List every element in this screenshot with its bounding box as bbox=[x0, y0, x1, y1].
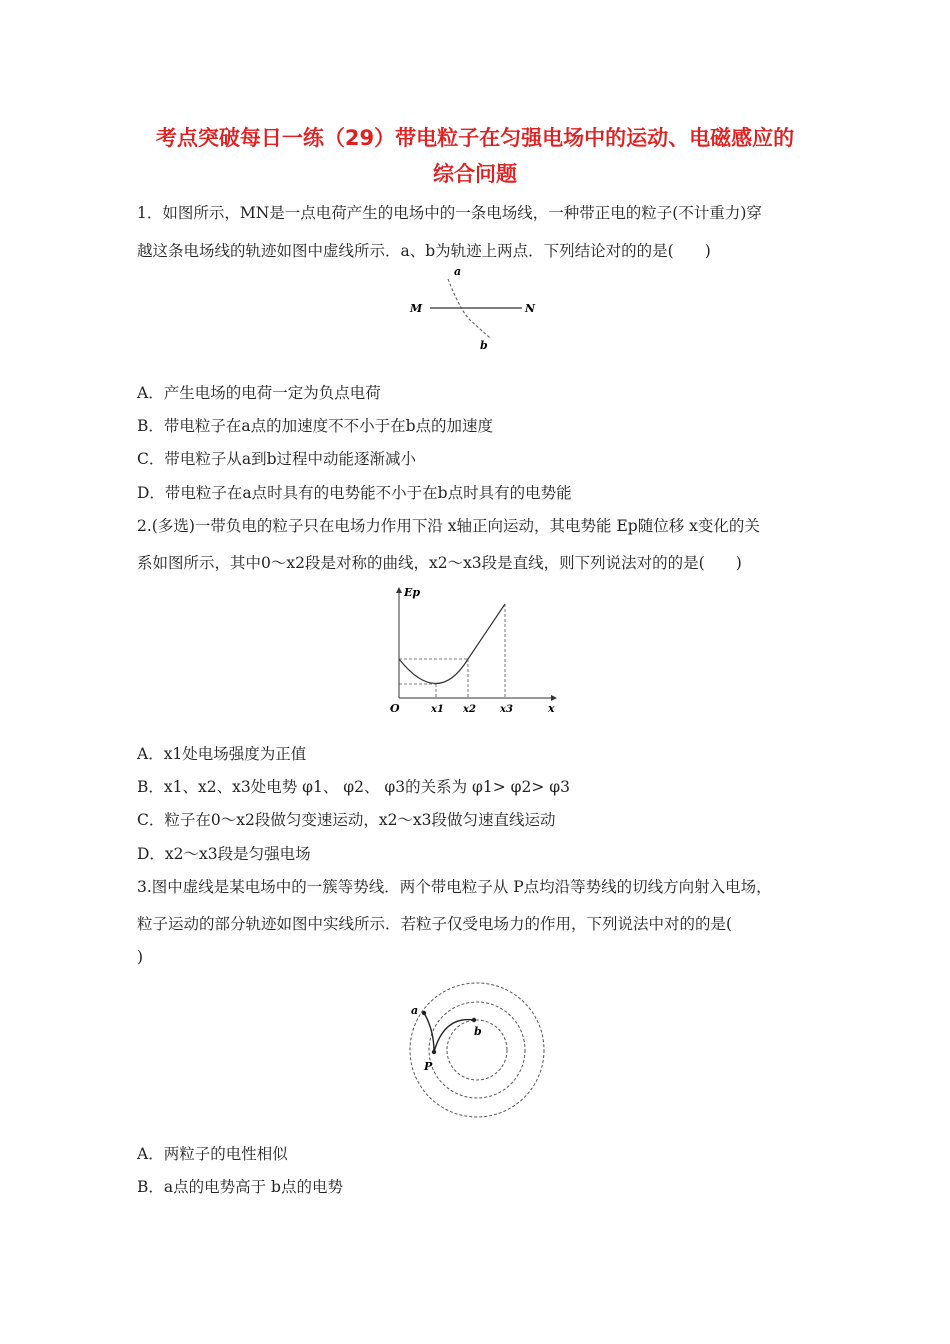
q3-equipotential-figure bbox=[400, 980, 560, 1120]
point-p-dot bbox=[432, 1050, 436, 1054]
document-title-line2: 综合问题 bbox=[433, 162, 517, 186]
label-n: N bbox=[525, 302, 536, 315]
label-b: b bbox=[474, 1025, 482, 1038]
q1-option-d: D．带电粒子在a点时具有的电势能不小于在b点时具有的电势能 bbox=[137, 484, 572, 502]
q1-option-c: C．带电粒子从a到b过程中动能逐渐减小 bbox=[137, 450, 417, 468]
document-title-line1: 考点突破每日一练（29）带电粒子在匀强电场中的运动、电磁感应的 bbox=[155, 126, 795, 150]
label-x: x bbox=[548, 702, 555, 715]
q3-text-line2: 粒子运动的部分轨迹如图中实线所示．若粒子仅受电场力的作用，下列说法中对的的是( bbox=[137, 915, 733, 933]
q2-text-line2: 系如图所示，其中0～x2段是对称的曲线，x2～x3段是直线，则下列说法对的的是( ) bbox=[137, 554, 742, 572]
trajectory-to-a bbox=[424, 1013, 434, 1052]
label-a: a bbox=[454, 265, 462, 278]
q3-option-b: B．a点的电势高于 b点的电势 bbox=[137, 1178, 343, 1196]
trajectory-to-b bbox=[434, 1020, 474, 1052]
q1-option-a: A．产生电场的电荷一定为负点电荷 bbox=[137, 384, 381, 402]
q3-text-line1: 3.图中虚线是某电场中的一簇等势线．两个带电粒子从 P点均沿等势线的切线方向射入电场， bbox=[137, 878, 772, 896]
q2-option-c: C．粒子在0～x2段做匀变速运动，x2～x3段做匀速直线运动 bbox=[137, 811, 556, 829]
q2-option-b: B．x1、x2、x3处电势 φ1、 φ2、 φ3的关系为 φ1> φ2> φ3 bbox=[137, 778, 571, 796]
label-p: P bbox=[424, 1060, 433, 1073]
label-x1: x1 bbox=[431, 704, 444, 715]
label-a: a bbox=[411, 1004, 419, 1017]
label-origin: O bbox=[390, 702, 400, 715]
q1-text-line1: 1．如图所示，MN是一点电荷产生的电场中的一条电场线，一种带正电的粒子(不计重力)穿 bbox=[137, 204, 762, 222]
q1-field-line-figure bbox=[400, 265, 550, 355]
equipotential-outer bbox=[410, 983, 544, 1117]
point-b-dot bbox=[472, 1018, 476, 1022]
label-ep: Ep bbox=[404, 586, 421, 599]
q2-text-line1: 2.(多选)一带负电的粒子只在电场力作用下沿 x轴正向运动，其电势能 Ep随位移 x变化的关 bbox=[137, 517, 760, 535]
q2-option-d: D．x2～x3段是匀强电场 bbox=[137, 845, 311, 863]
q3-option-a: A．两粒子的电性相似 bbox=[137, 1145, 288, 1163]
label-x3: x3 bbox=[500, 704, 513, 715]
q2-option-a: A．x1处电场强度为正值 bbox=[137, 745, 307, 763]
label-m: M bbox=[410, 302, 423, 315]
ep-curve bbox=[399, 604, 505, 684]
equipotential-middle bbox=[429, 1002, 525, 1098]
q1-option-b: B．带电粒子在a点的加速度不不小于在b点的加速度 bbox=[137, 417, 494, 435]
label-b: b bbox=[480, 339, 488, 352]
q2-potential-energy-graph bbox=[388, 580, 568, 720]
q3-text-line3: ) bbox=[137, 948, 144, 966]
label-x2: x2 bbox=[463, 704, 476, 715]
point-a-dot bbox=[422, 1011, 426, 1015]
q1-text-line2: 越这条电场线的轨迹如图中虚线所示．a、b为轨迹上两点．下列结论对的的是( ) bbox=[137, 242, 711, 260]
